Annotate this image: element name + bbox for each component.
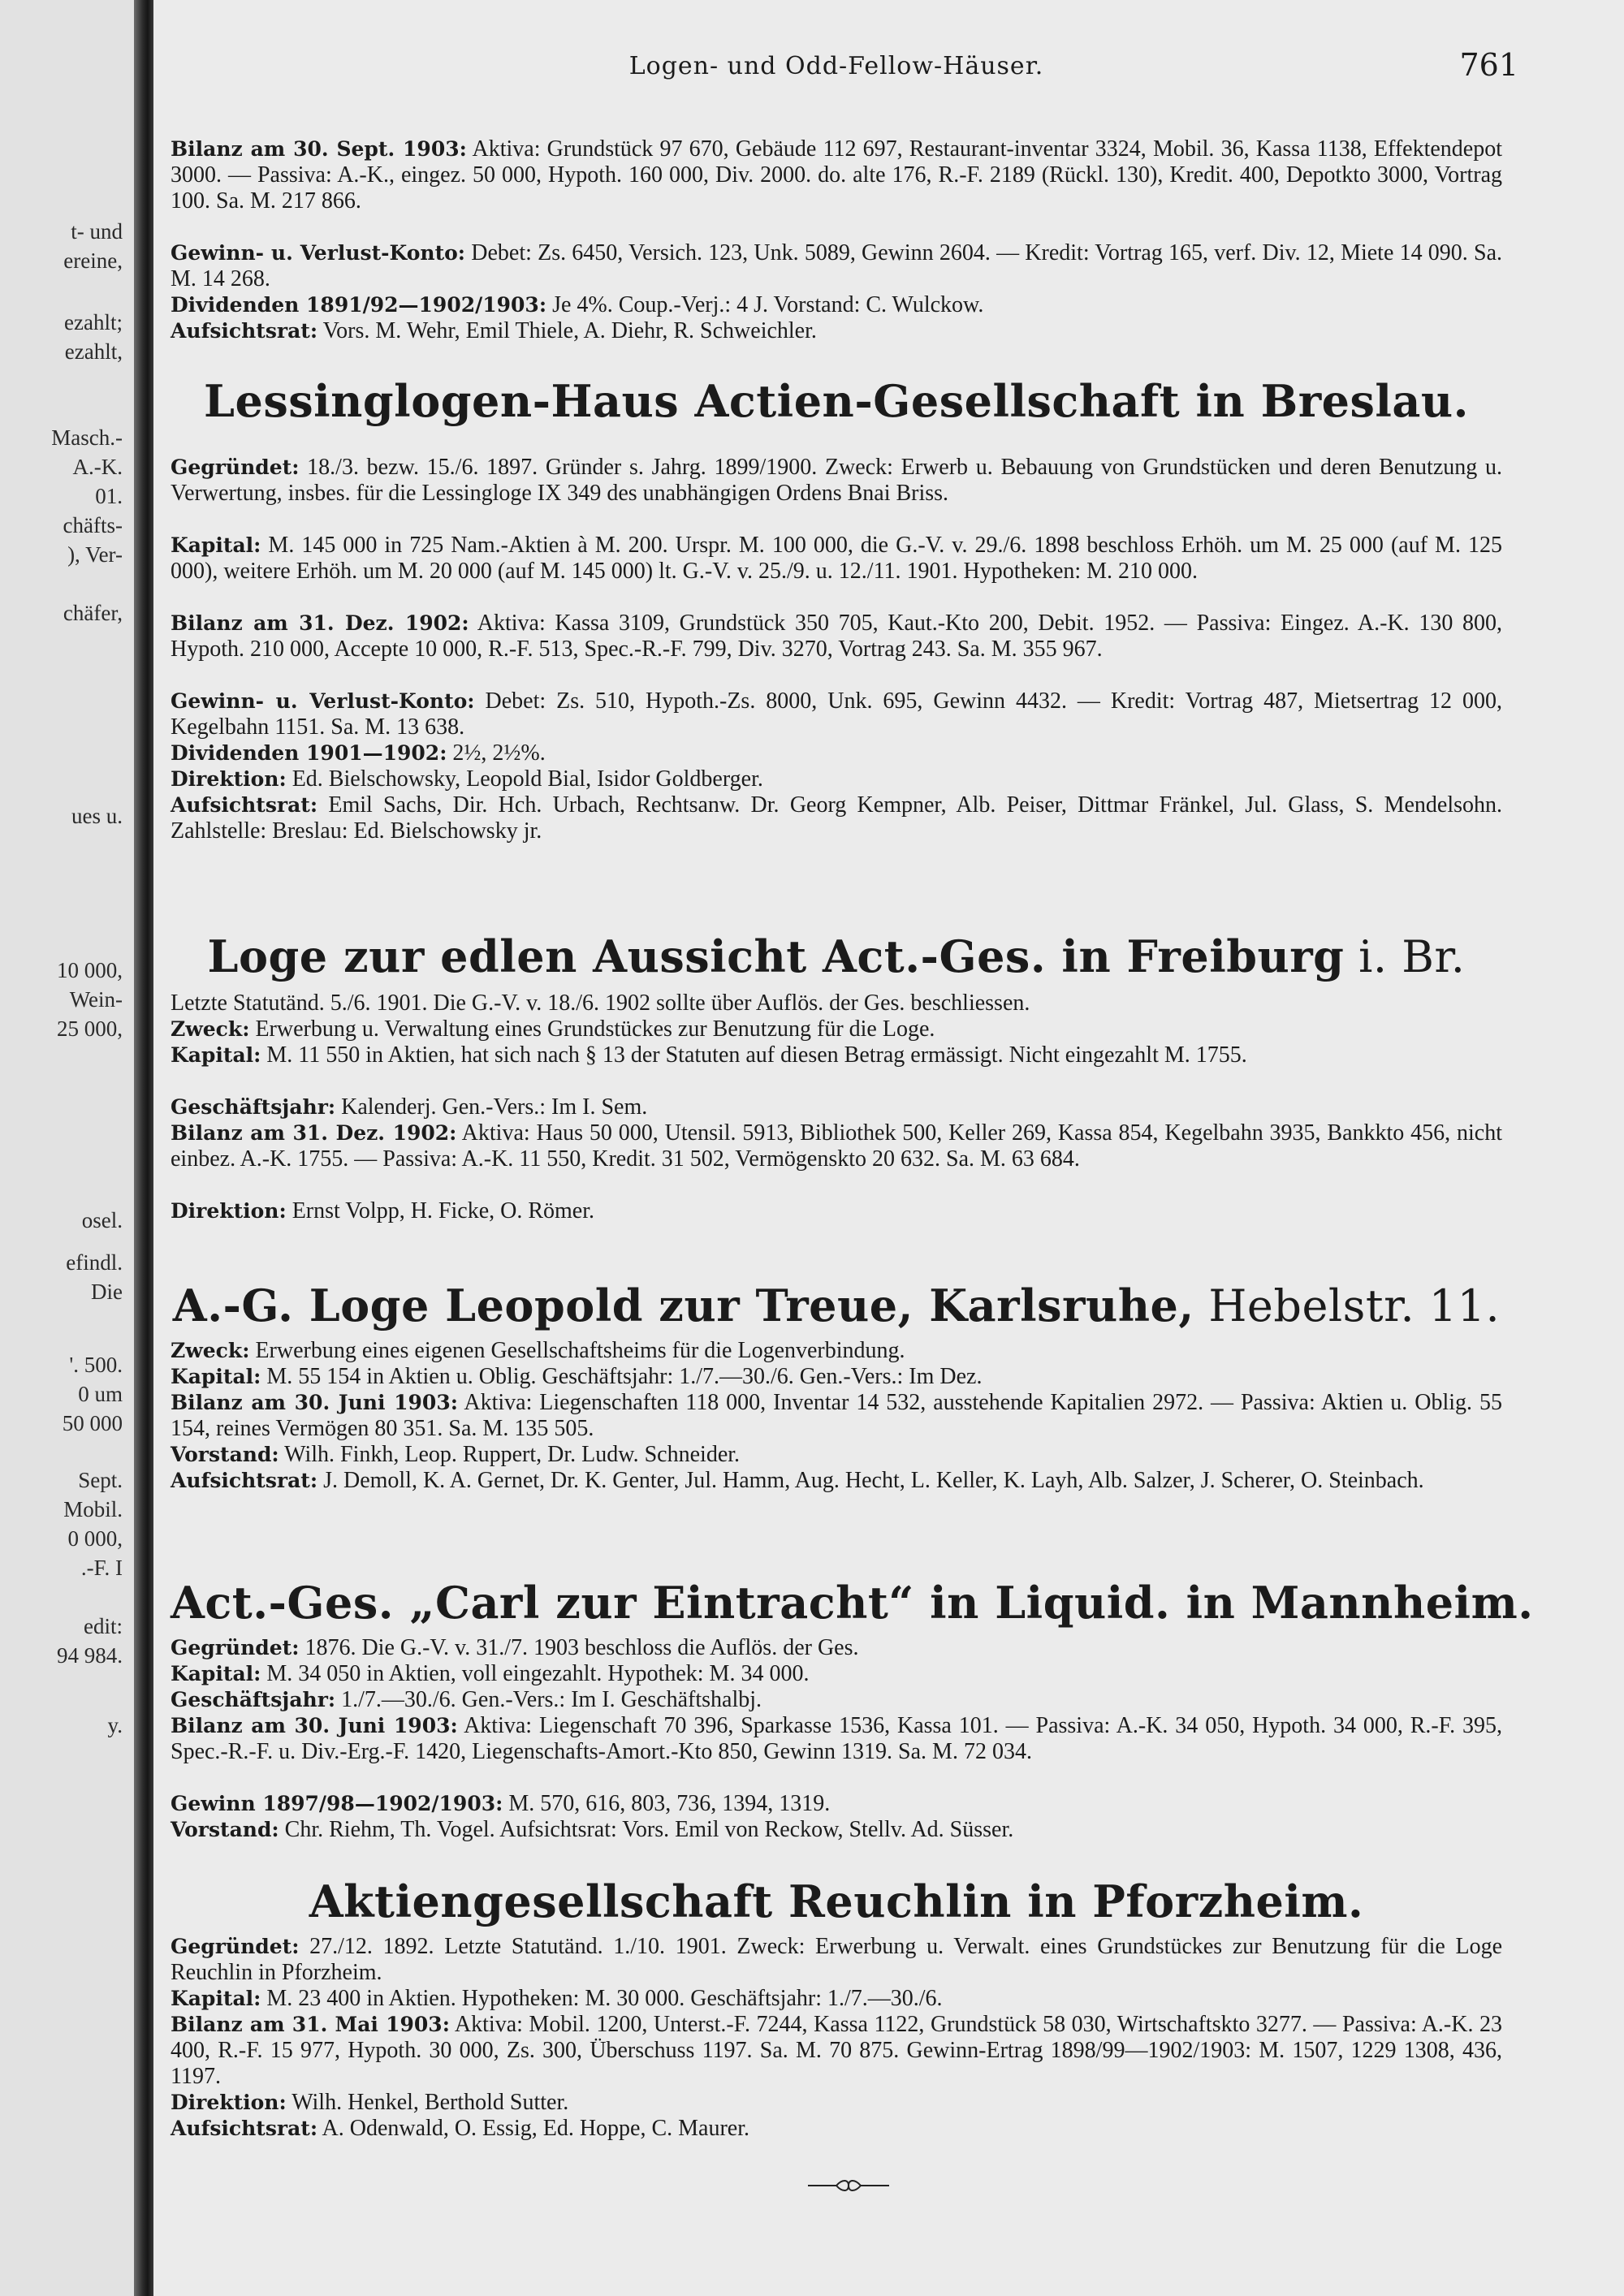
entry-paragraph <box>171 1016 1502 1042</box>
left-fragment-text: 50 000 <box>62 1411 123 1435</box>
left-fragment-text: A.-K. <box>72 455 123 479</box>
entry-label: Bilanz am 30. Juni 1903: <box>171 1714 458 1737</box>
entry-label: Gegründet: <box>171 455 300 479</box>
entry-label: Dividenden 1901—1902: <box>171 741 447 765</box>
section-heading-subtitle: Hebelstr. 11. <box>1194 1280 1501 1331</box>
entry-label: Direktion: <box>171 767 287 791</box>
entry-label: Gegründet: <box>171 1935 300 1958</box>
left-fragment-text: Wein- <box>69 987 123 1012</box>
entry-label: Geschäftsjahr: <box>171 1688 336 1711</box>
section-heading-pforzheim <box>171 1875 1502 1927</box>
entry-label: Zweck: <box>171 1017 250 1041</box>
entry-text: 1./7.—30./6. Gen.-Vers.: Im I. Geschäftshalbj. <box>335 1687 762 1712</box>
entry-text: Letzte Statutänd. 5./6. 1901. Die G.-V. v. 18./6. 1902 sollte über Auflös. der Ges. beschliessen. <box>171 990 1030 1016</box>
section-heading-karlsruhe <box>171 1280 1502 1331</box>
entry-label: Gewinn- u. Verlust-Konto: <box>171 241 466 265</box>
entry-paragraph <box>171 1934 1502 1986</box>
entry-paragraph <box>171 2090 1502 2116</box>
left-fragment-text: chäfts- <box>63 513 123 537</box>
entry-text: Aktiva: Mobil. 1200, Unterst.-F. 7244, Kassa 1122, Grundstück 58 030, Wirtschaftskto 3277. — Passiva: A.-K. 23 400, R.-F. 15 977, Hypoth. 30 000, Zs. 300, Überschuss 1197. Sa. M. 70 875. Gewinn-Ertrag 1898/99—1902/1903: M. 1507, 1229 1308, 436, 1197. <box>171 2012 1502 2089</box>
entry-label: Bilanz am 31. Mai 1903: <box>171 2013 450 2036</box>
entry-text: M. 34 050 in Aktien, voll eingezahlt. Hypothek: M. 34 000. <box>261 1661 810 1686</box>
entry-paragraph <box>171 1390 1502 1442</box>
left-fragment-text: Sept. <box>78 1468 123 1492</box>
entry-text: M. 11 550 in Aktien, hat sich nach § 13 der Statuten auf diesen Betrag ermässigt. Nicht eingezahlt M. 1755. <box>261 1042 1247 1068</box>
entry-paragraph <box>171 1364 1502 1390</box>
section-heading-text: Loge zur edlen Aussicht Act.-Ges. in Freiburg <box>207 930 1345 982</box>
left-fragment-text: ezahlt, <box>64 339 123 364</box>
left-fragment-text: efindl. <box>66 1250 123 1275</box>
end-ornament-icon <box>804 2177 893 2194</box>
entry-paragraph <box>171 611 1502 662</box>
entry-text: Kalenderj. Gen.-Vers.: Im I. Sem. <box>335 1094 648 1120</box>
entry-text: Wilh. Finkh, Leop. Ruppert, Dr. Ludw. Schneider. <box>279 1442 741 1467</box>
entry-paragraph <box>171 2012 1502 2090</box>
page-number: 761 <box>1459 47 1518 83</box>
left-fragment-text: '. 500. <box>69 1353 123 1377</box>
section-heading-lessing <box>171 375 1502 427</box>
left-fragment-text: 94 984. <box>57 1643 123 1668</box>
entry-paragraph <box>171 766 1502 792</box>
left-fragment-text: edit: <box>84 1614 123 1638</box>
left-fragment-text: Mobil. <box>63 1497 123 1521</box>
section-heading-text: Aktiengesellschaft Reuchlin in Pforzheim. <box>309 1875 1364 1927</box>
entry-text: Aktiva: Liegenschaft 70 396, Sparkasse 1536, Kassa 101. — Passiva: A.-K. 34 050, Hypoth. 34 000, R.-F. 395, Spec.-R.-F. u. Div.-Erg.-F. 1420, Liegenschafts-Amort.-Kto 850, Gewinn 1319. Sa. M. 72 034. <box>171 1713 1502 1764</box>
entry-text: Aktiva: Liegenschaften 118 000, Inventar 14 532, ausstehende Kapitalien 2972. — Passiva: Aktien u. Oblig. 55 154, reines Vermögen 80 351. Sa. M. 135 505. <box>171 1390 1502 1441</box>
entry-paragraph <box>171 1635 1502 1661</box>
left-fragment-text: 0 000, <box>67 1526 123 1551</box>
entry-paragraph <box>171 1094 1502 1120</box>
running-head <box>171 47 1518 88</box>
left-fragment-text: ereine, <box>63 248 123 273</box>
entry-text: Emil Sachs, Dir. Hch. Urbach, Rechtsanw. Dr. Georg Kempner, Alb. Peiser, Dittmar Fränkel, Jul. Glass, S. Mendelsohn. Zahlstelle: Breslau: Ed. Bielschowsky jr. <box>171 792 1502 844</box>
entry-label: Aufsichtsrat: <box>171 319 318 343</box>
entry-text: Chr. Riehm, Th. Vogel. Aufsichtsrat: Vors. Emil von Reckow, Stellv. Ad. Süsser. <box>279 1817 1014 1842</box>
left-fragment-text: .-F. I <box>80 1556 123 1580</box>
entry-label: Kapital: <box>171 1662 261 1685</box>
entry-text: Aktiva: Grundstück 97 670, Gebäude 112 697, Restaurant-inventar 3324, Mobil. 36, Kassa 1138, Effektendepot 3000. — Passiva: A.-K., eingez. 50 000, Hypoth. 160 000, Div. 2000. do. alte 176, R.-F. 2189 (Rückl. 130), Kredit. 400, Depotkto 3000, Vortrag 100. Sa. M. 217 866. <box>171 136 1503 214</box>
section-heading-text: Lessinglogen-Haus Actien-Gesellschaft in Breslau. <box>204 375 1469 427</box>
entry-label: Bilanz am 31. Dez. 1902: <box>171 611 469 635</box>
entry-label: Bilanz am 31. Dez. 1902: <box>171 1121 457 1145</box>
entry-paragraph <box>171 1442 1502 1468</box>
entry-label: Vorstand: <box>171 1443 279 1466</box>
entry-text: A. Odenwald, O. Essig, Ed. Hoppe, C. Maurer. <box>317 2116 750 2141</box>
entry-text: Je 4%. Coup.-Verj.: 4 J. Vorstand: C. Wulckow. <box>546 292 984 317</box>
entry-paragraph <box>171 1986 1502 2012</box>
entry-text: Erwerbung eines eigenen Gesellschaftsheims für die Logenverbindung. <box>249 1338 905 1363</box>
entry-label: Gewinn 1897/98—1902/1903: <box>171 1792 503 1815</box>
entry-paragraph <box>171 240 1502 292</box>
entry-text: J. Demoll, K. A. Gernet, Dr. K. Genter, Jul. Hamm, Aug. Hecht, L. Keller, K. Layh, Alb. Salzer, J. Scherer, O. Steinbach. <box>317 1468 1424 1493</box>
entry-label: Zweck: <box>171 1339 250 1362</box>
entry-label: Bilanz am 30. Sept. 1903: <box>171 137 467 161</box>
entry-label: Kapital: <box>171 1987 261 2010</box>
entry-paragraph <box>171 1713 1502 1765</box>
entry-label: Geschäftsjahr: <box>171 1095 336 1119</box>
entry-text: M. 55 154 in Aktien u. Oblig. Geschäftsjahr: 1./7.—30./6. Gen.-Vers.: Im Dez. <box>261 1364 983 1389</box>
entry-paragraph <box>171 292 1502 318</box>
entry-label: Direktion: <box>171 2091 287 2114</box>
left-fragment-text: y. <box>107 1713 123 1737</box>
left-fragment-text: ezahlt; <box>64 310 123 334</box>
entry-paragraph <box>171 990 1502 1016</box>
entry-paragraph <box>171 740 1502 766</box>
entry-text: 1876. Die G.-V. v. 31./7. 1903 beschloss die Auflös. der Ges. <box>299 1635 859 1660</box>
section-heading-freiburg <box>171 930 1502 982</box>
entry-text: 2½, 2½%. <box>447 740 546 766</box>
page-header-title: Logen- und Odd-Fellow-Häuser. <box>628 52 1044 80</box>
section-heading-text: A.-G. Loge Leopold zur Treue, Karlsruhe, <box>172 1280 1194 1331</box>
entry-paragraph <box>171 136 1502 214</box>
entry-paragraph <box>171 1120 1502 1172</box>
entry-paragraph <box>171 318 1502 344</box>
book-gutter <box>134 0 153 2296</box>
entry-paragraph <box>171 792 1502 844</box>
entry-label: Gewinn- u. Verlust-Konto: <box>171 689 475 713</box>
entry-paragraph <box>171 1687 1502 1713</box>
section-heading-text: Act.-Ges. „Carl zur Eintracht“ in Liquid. in Mannheim. <box>171 1577 1534 1629</box>
entry-paragraph <box>171 1661 1502 1687</box>
entry-text: Ernst Volpp, H. Ficke, O. Römer. <box>286 1198 595 1224</box>
entry-paragraph <box>171 688 1502 740</box>
entry-label: Aufsichtsrat: <box>171 793 318 817</box>
entry-text: Aktiva: Haus 50 000, Utensil. 5913, Bibliothek 500, Keller 269, Kassa 854, Kegelbahn 3935, Bankkto 456, nicht einbez. A.-K. 1755. — Passiva: A.-K. 11 550, Kredit. 31 502, Vermögenskto 20 632. Sa. M. 63 684. <box>171 1120 1502 1172</box>
left-fragment-text: Masch.- <box>51 425 123 450</box>
entry-label: Bilanz am 30. Juni 1903: <box>171 1391 458 1414</box>
entry-paragraph <box>171 2116 1502 2142</box>
entry-text: Wilh. Henkel, Berthold Sutter. <box>286 2090 569 2115</box>
entry-text: 27./12. 1892. Letzte Statutänd. 1./10. 1901. Zweck: Erwerbung u. Verwalt. eines Grundstückes zur Benutzung für die Loge Reuchlin in Pforzheim. <box>171 1934 1502 1985</box>
entry-label: Direktion: <box>171 1199 287 1223</box>
entry-text: Aktiva: Kassa 3109, Grundstück 350 705, Kaut.-Kto 200, Debit. 1952. — Passiva: Eingez. A.-K. 130 800, Hypoth. 210 000, Accepte 10 000, R.-F. 513, Spec.-R.-F. 799, Div. 3270, Vortrag 243. Sa. M. 355 967. <box>171 611 1503 662</box>
entry-label: Kapital: <box>171 1043 261 1067</box>
left-fragment-text: Die <box>91 1280 123 1304</box>
left-fragment-text: 01. <box>95 484 123 508</box>
entry-text: M. 570, 616, 803, 736, 1394, 1319. <box>503 1791 831 1816</box>
left-fragment-text: 0 um <box>78 1382 123 1406</box>
entry-paragraph <box>171 1791 1502 1817</box>
entry-paragraph <box>171 1817 1502 1843</box>
entry-text: 18./3. bezw. 15./6. 1897. Gründer s. Jahrg. 1899/1900. Zweck: Erwerb u. Bebauung von Grundstücken und deren Benutzung u. Verwertung, insbes. für die Lessingloge IX 349 des unabhängigen Ordens Bnai Briss. <box>171 455 1502 506</box>
entry-paragraph <box>171 533 1502 585</box>
book-page <box>171 0 1534 2296</box>
left-page-fragment <box>0 0 134 2296</box>
entry-label: Vorstand: <box>171 1818 279 1841</box>
entry-paragraph <box>171 455 1502 507</box>
section-heading-subtitle: i. Br. <box>1344 931 1466 982</box>
entry-paragraph <box>171 1042 1502 1068</box>
entry-label: Kapital: <box>171 1365 261 1388</box>
entry-label: Aufsichtsrat: <box>171 1469 318 1492</box>
entry-label: Aufsichtsrat: <box>171 2117 318 2140</box>
left-fragment-text: 25 000, <box>57 1016 123 1041</box>
left-fragment-text: osel. <box>81 1208 123 1232</box>
entry-paragraph <box>171 1338 1502 1364</box>
entry-label: Kapital: <box>171 533 261 557</box>
entry-paragraph <box>171 1198 1502 1224</box>
entry-text: Ed. Bielschowsky, Leopold Bial, Isidor Goldberger. <box>286 766 763 792</box>
entry-text: Debet: Zs. 6450, Versich. 123, Unk. 5089, Gewinn 2604. — Kredit: Vortrag 165, verf. Div. 12, Miete 14 090. Sa. M. 14 268. <box>171 240 1503 291</box>
entry-paragraph <box>171 1468 1502 1494</box>
left-fragment-text: ues u. <box>71 804 123 828</box>
left-fragment-text: chäfer, <box>63 601 123 625</box>
entry-text: M. 145 000 in 725 Nam.-Aktien à M. 200. Urspr. M. 100 000, die G.-V. v. 29./6. 1898 beschloss Erhöh. um M. 25 000 (auf M. 125 000), weitere Erhöh. um M. 20 000 (auf M. 145 000) lt. G.-V. v. 25./9. u. 12./11. 1901. Hypotheken: M. 210 000. <box>171 533 1502 584</box>
entry-text: Vors. M. Wehr, Emil Thiele, A. Diehr, R. Schweichler. <box>317 318 817 343</box>
left-fragment-text: t- und <box>71 219 123 244</box>
section-heading-mannheim <box>171 1577 1534 1629</box>
entry-text: Erwerbung u. Verwaltung eines Grundstückes zur Benutzung für die Loge. <box>249 1016 935 1042</box>
entry-label: Gegründet: <box>171 1636 300 1659</box>
entry-text: M. 23 400 in Aktien. Hypotheken: M. 30 000. Geschäftsjahr: 1./7.—30./6. <box>261 1986 943 2011</box>
left-fragment-text: 10 000, <box>57 958 123 982</box>
entry-label: Dividenden 1891/92—1902/1903: <box>171 293 547 317</box>
entry-text: Debet: Zs. 510, Hypoth.-Zs. 8000, Unk. 695, Gewinn 4432. — Kredit: Vortrag 487, Mietsertrag 12 000, Kegelbahn 1151. Sa. M. 13 638. <box>171 688 1503 740</box>
left-fragment-text: ), Ver- <box>67 542 123 567</box>
